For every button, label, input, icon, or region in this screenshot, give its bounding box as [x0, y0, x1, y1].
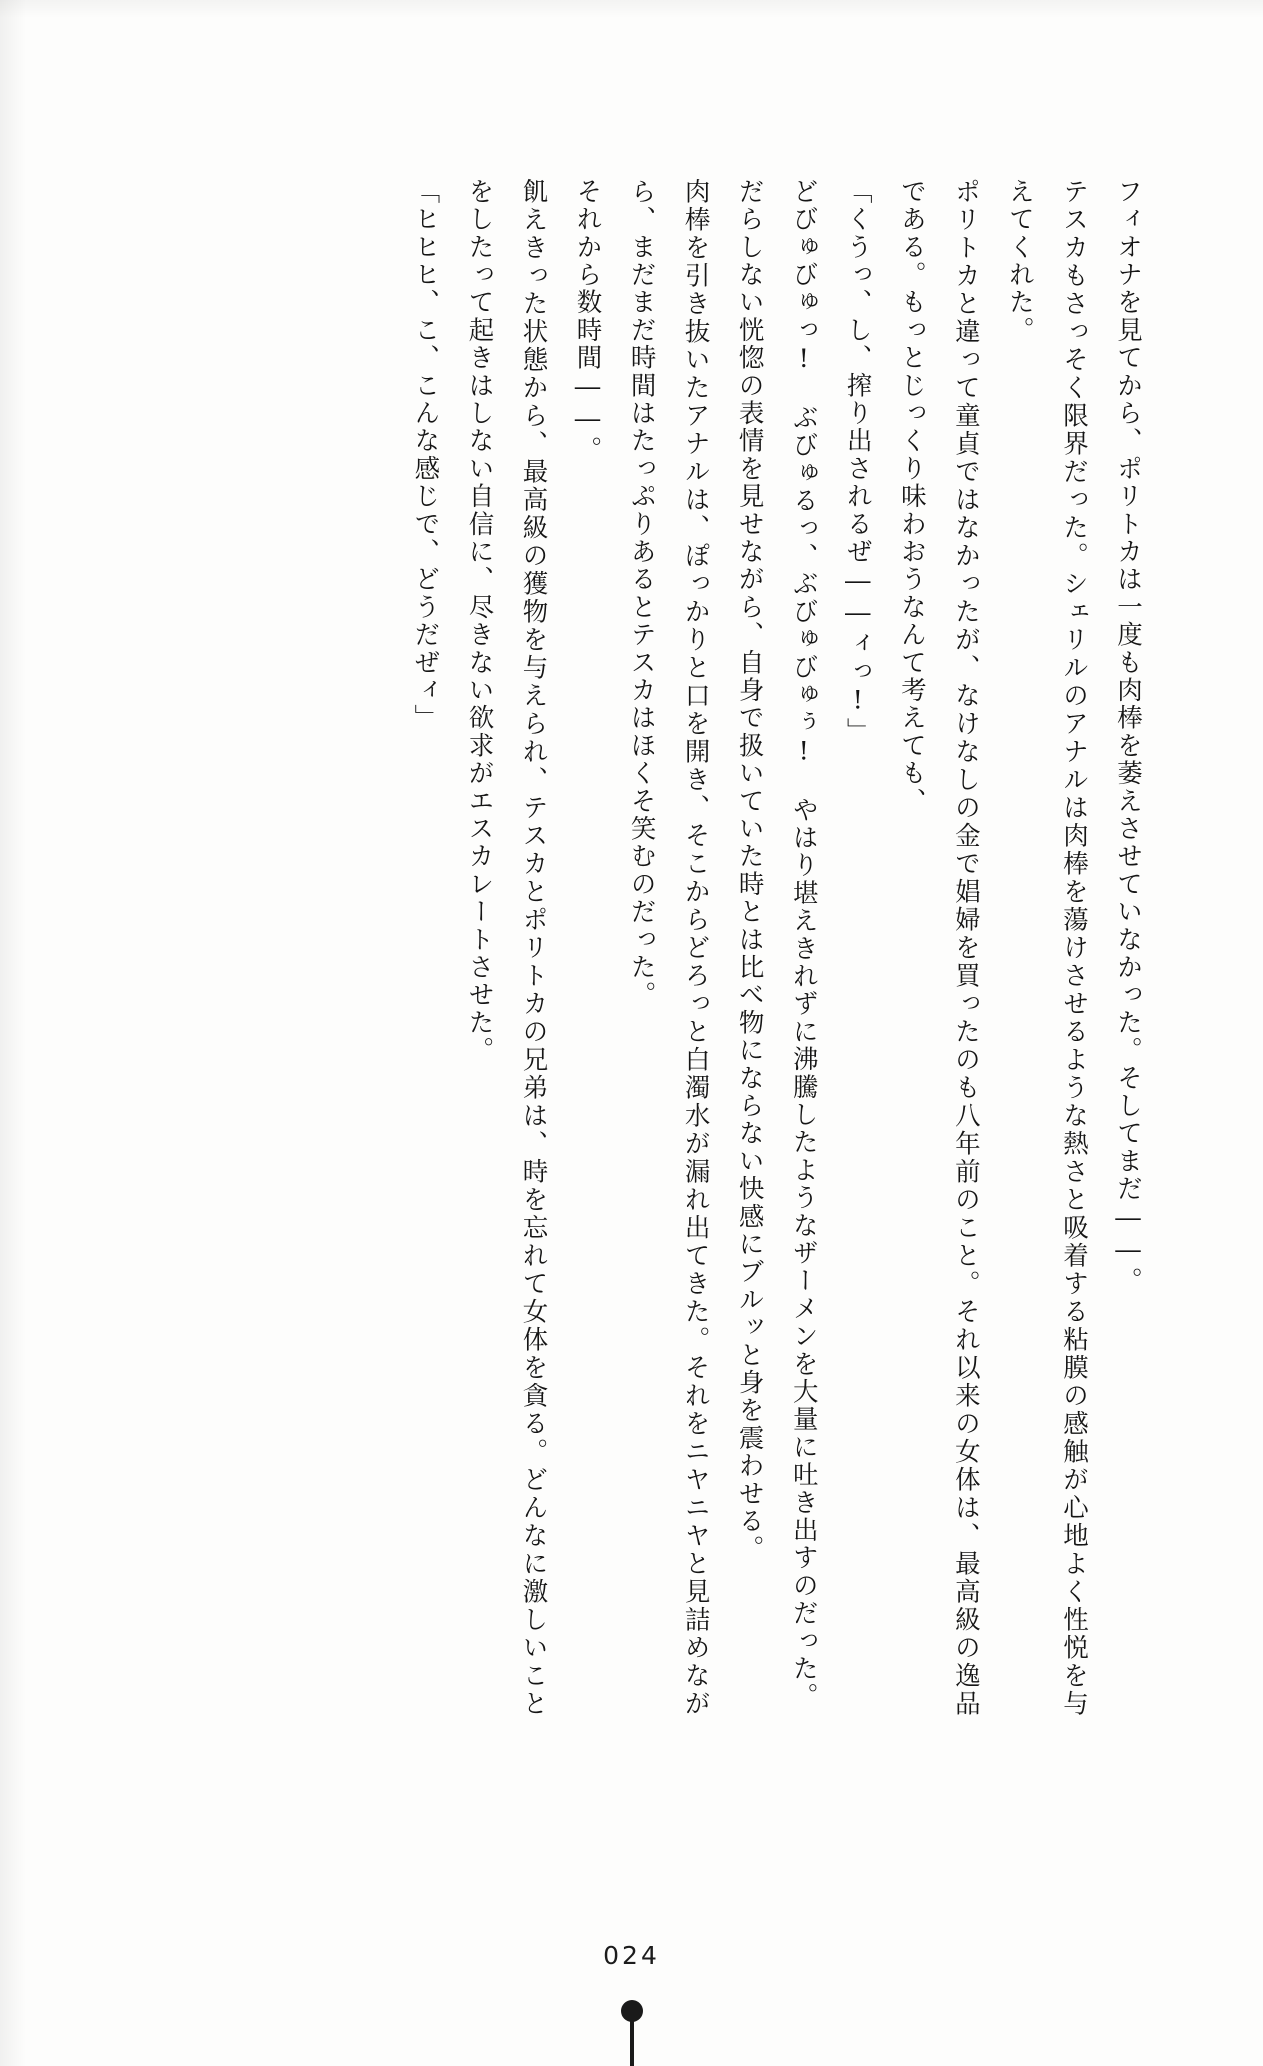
paragraph: 飢えきった状態から、最高級の獲物を与えられ、テスカとポリトカの兄弟は、時を忘れて女体を貪る。どんなに激しいことをしたって起きはしない自信に、尽きない欲求がエスカレートさせた。 — [464, 178, 549, 1718]
paragraph: 「ヒヒヒ、こ、こんな感じで、どうだぜィ」 — [410, 178, 441, 732]
binding-stem-icon — [630, 2020, 634, 2066]
page-top-shading — [0, 0, 1263, 18]
paragraph: どびゅびゅっ! ぶびゅるっ、ぶびゅびゅぅ! やはり堪えきれずに沸騰したようなザーメンを大量に吐き出すのだった。 — [788, 178, 819, 1711]
vertical-text-body — [115, 178, 1155, 1718]
paragraph: フィオナを見てから、ポリトカは一度も肉棒を萎えさせていなかった。そしてまだ――。 — [1113, 178, 1143, 1295]
paragraph: それから数時間――。 — [572, 178, 603, 464]
paragraph: 肉棒を引き抜いたアナルは、ぽっかりと口を開き、そこからどろっと白濁水が漏れ出てきた。それをニヤニヤと見詰めながら、まだまだ時間はたっぷりあるとテスカはほくそ笑むのだった。 — [626, 178, 711, 1718]
paragraph: ポリトカと違って童貞ではなかったが、なけなしの金で娼婦を買ったのも八年前のこと。それ以来の女体は、最高級の逸品である。もっとじっくり味わおうなんて考えても、 — [896, 178, 981, 1718]
paragraph: 「くうっ、し、搾り出されるぜ――ィっ!」 — [842, 178, 873, 746]
paragraph: だらしない恍惚の表情を見せながら、自身で扱いていた時とは比べ物にならない快感にブルッと身を震わせる。 — [734, 178, 765, 1563]
binding-dot-icon — [621, 2000, 643, 2022]
paragraph: テスカもさっそく限界だった。シェリルのアナルは肉棒を蕩けさせるような熱さと吸着する粘膜の感触が心地よく性悦を与えてくれた。 — [1004, 178, 1089, 1718]
binding-mark-icon — [619, 2000, 645, 2066]
page-left-shading — [0, 0, 26, 2066]
page-number: 024 — [603, 1941, 660, 1970]
